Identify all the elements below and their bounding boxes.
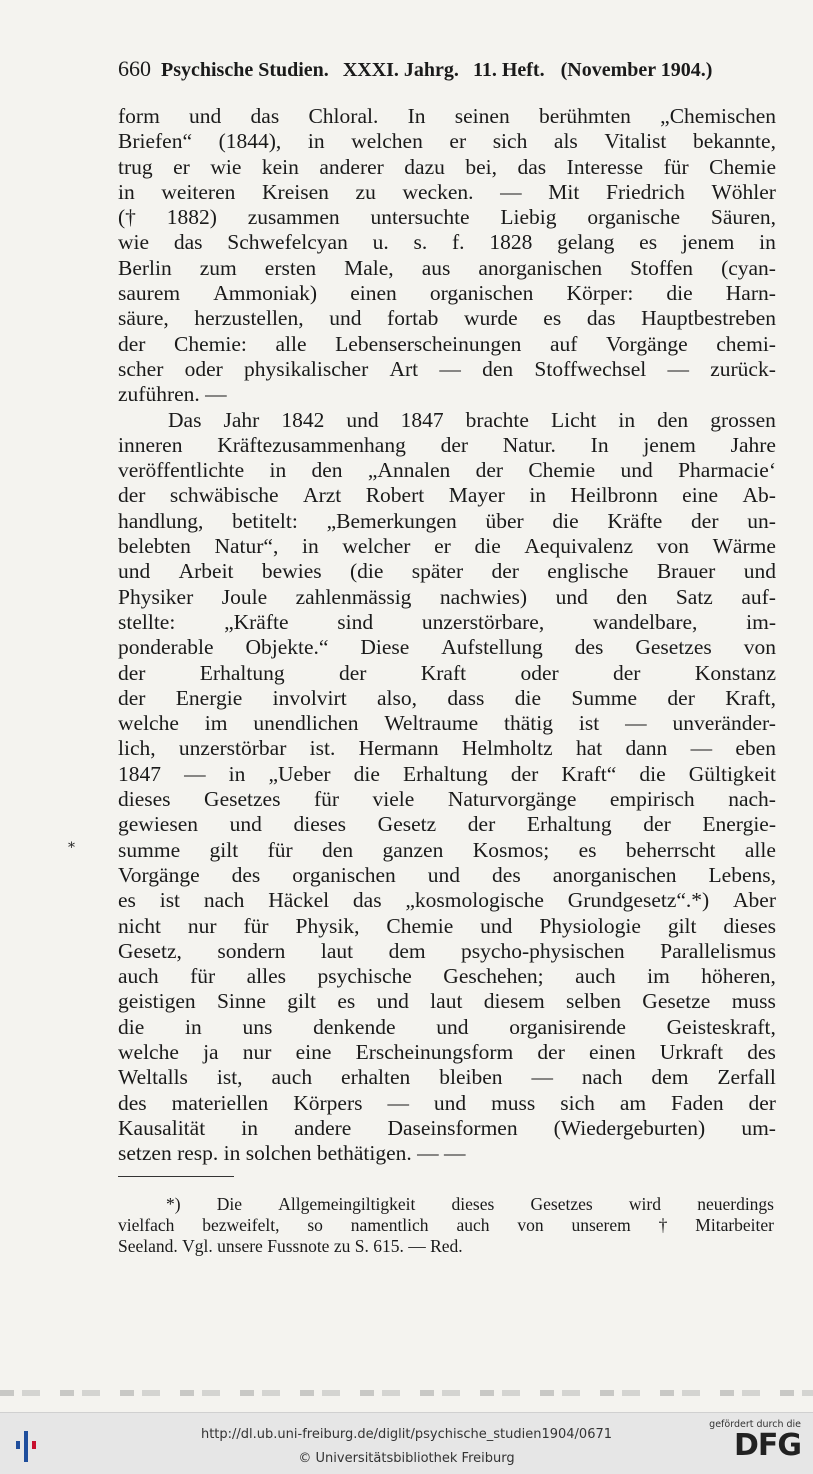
- text-line: Das Jahr 1842 und 1847 brachte Licht in den grossen: [168, 407, 776, 432]
- text-line: welche im unendlichen Weltraume thätig ist — unveränder-: [118, 711, 776, 736]
- journal-title: Psychische Studien.: [161, 59, 329, 81]
- text-line: der Chemie: alle Lebenserscheinungen auf Vorgänge chemi-: [118, 331, 776, 356]
- text-line: stellte: „Kräfte sind unzerstörbare, wandelbare, im-: [118, 609, 776, 634]
- text-line: summe gilt für den ganzen Kosmos; es beherrscht alle: [118, 837, 776, 862]
- paragraph-1: [118, 104, 776, 408]
- text-line: veröffentlichte in den „Annalen der Chemie und Pharmacie‘: [118, 458, 776, 483]
- text-line: Seeland. Vgl. unsere Fussnote zu S. 615. — Red.: [118, 1236, 463, 1256]
- text-line: der schwäbische Arzt Robert Mayer in Heilbronn eine Ab-: [118, 483, 776, 508]
- issue-date: (November 1904.): [560, 59, 713, 81]
- dfg-logo-text: DFG: [733, 1428, 801, 1463]
- main-text: [118, 104, 776, 1166]
- text-line: welche ja nur eine Erscheinungsform der einen Urkraft des: [118, 1039, 776, 1064]
- text-line: ponderable Objekte.“ Diese Aufstellung des Gesetzes von: [118, 635, 776, 660]
- text-line: († 1882) zusammen untersuchte Liebig organische Säuren,: [118, 205, 776, 230]
- page-number: 660: [118, 56, 151, 81]
- text-line: gewiesen und dieses Gesetz der Erhaltung der Energie-: [118, 812, 776, 837]
- text-line: Briefen“ (1844), in welchen er sich als Vitalist bekannte,: [118, 129, 776, 154]
- text-line: wie das Schwefelcyan u. s. f. 1828 gelang es jenem in: [118, 230, 776, 255]
- footnote: [118, 1194, 774, 1257]
- copyright-notice: © Universitätsbibliothek Freiburg: [298, 1451, 515, 1466]
- text-line: nicht nur für Physik, Chemie und Physiologie gilt dieses: [118, 913, 776, 938]
- dfg-caption: gefördert durch die: [709, 1419, 801, 1430]
- text-line: säure, herzustellen, und fortab wurde es das Hauptbestreben: [118, 306, 776, 331]
- margin-asterisk: *: [68, 840, 75, 856]
- text-line: inneren Kräftezusammenhang der Natur. In jenem Jahre: [118, 432, 776, 457]
- text-line: scher oder physikalischer Art — den Stoffwechsel — zurück-: [118, 356, 776, 381]
- text-line: Physiker Joule zahlenmässig nachwies) und den Satz auf-: [118, 584, 776, 609]
- text-line: Kausalität in andere Daseinsformen (Wiedergeburten) um-: [118, 1115, 776, 1140]
- footnote-divider: [118, 1176, 234, 1177]
- text-line: *) Die Allgemeingiltigkeit dieses Gesetzes wird neuerdings: [166, 1194, 774, 1214]
- text-line: die in uns denkende und organisirende Geisteskraft,: [118, 1014, 776, 1039]
- viewer-footer: [0, 1412, 813, 1474]
- text-line: Vorgänge des organischen und des anorganischen Lebens,: [118, 862, 776, 887]
- permalink-url[interactable]: http://dl.ub.uni-freiburg.de/diglit/psychische_studien1904/0671: [200, 1427, 613, 1442]
- paragraph-2: [118, 408, 776, 1167]
- text-line: setzen resp. in solchen bethätigen. — —: [118, 1141, 466, 1166]
- volume-label: XXXI. Jahrg.: [342, 59, 459, 81]
- text-line: es ist nach Häckel das „kosmologische Grundgesetz“.*) Aber: [118, 888, 776, 913]
- text-line: dieses Gesetzes für viele Naturvorgänge empirisch nach-: [118, 787, 776, 812]
- scan-edge-artifact: [0, 1390, 813, 1396]
- text-line: form und das Chloral. In seinen berühmten „Chemischen: [118, 104, 776, 128]
- text-line: zuführen. —: [118, 382, 227, 407]
- text-line: saurem Ammoniak) einen organischen Körper: die Harn-: [118, 281, 776, 306]
- text-line: der Erhaltung der Kraft oder der Konstanz: [118, 660, 776, 685]
- text-line: in weiteren Kreisen zu wecken. — Mit Friedrich Wöhler: [118, 179, 776, 204]
- text-line: des materiellen Körpers — und muss sich am Faden der: [118, 1090, 776, 1115]
- dfg-logo: [709, 1419, 801, 1469]
- text-line: auch für alles psychische Geschehen; auch im höheren,: [118, 964, 776, 989]
- text-line: belebten Natur“, in welcher er die Aequivalenz von Wärme: [118, 534, 776, 559]
- text-line: und Arbeit bewies (die später der englische Brauer und: [118, 559, 776, 584]
- text-line: trug er wie kein anderer dazu bei, das Interesse für Chemie: [118, 154, 776, 179]
- text-line: geistigen Sinne gilt es und laut diesem selben Gesetze muss: [118, 989, 776, 1014]
- text-line: 1847 — in „Ueber die Erhaltung der Kraft“ die Gültigkeit: [118, 761, 776, 786]
- text-line: handlung, betitelt: „Bemerkungen über die Kräfte der un-: [118, 508, 776, 533]
- text-line: Weltalls ist, auch erhalten bleiben — nach dem Zerfall: [118, 1065, 776, 1090]
- text-line: Berlin zum ersten Male, aus anorganischen Stoffen (cyan-: [118, 255, 776, 280]
- text-line: vielfach bezweifelt, so namentlich auch von unserem † Mitarbeiter: [118, 1215, 774, 1235]
- text-line: der Energie involvirt also, dass die Summe der Kraft,: [118, 685, 776, 710]
- text-line: lich, unzerstörbar ist. Hermann Helmholtz hat dann — eben: [118, 736, 776, 761]
- issue-label: 11. Heft.: [472, 59, 545, 81]
- text-line: Gesetz, sondern laut dem psycho-physischen Parallelismus: [118, 938, 776, 963]
- running-header: [118, 56, 780, 86]
